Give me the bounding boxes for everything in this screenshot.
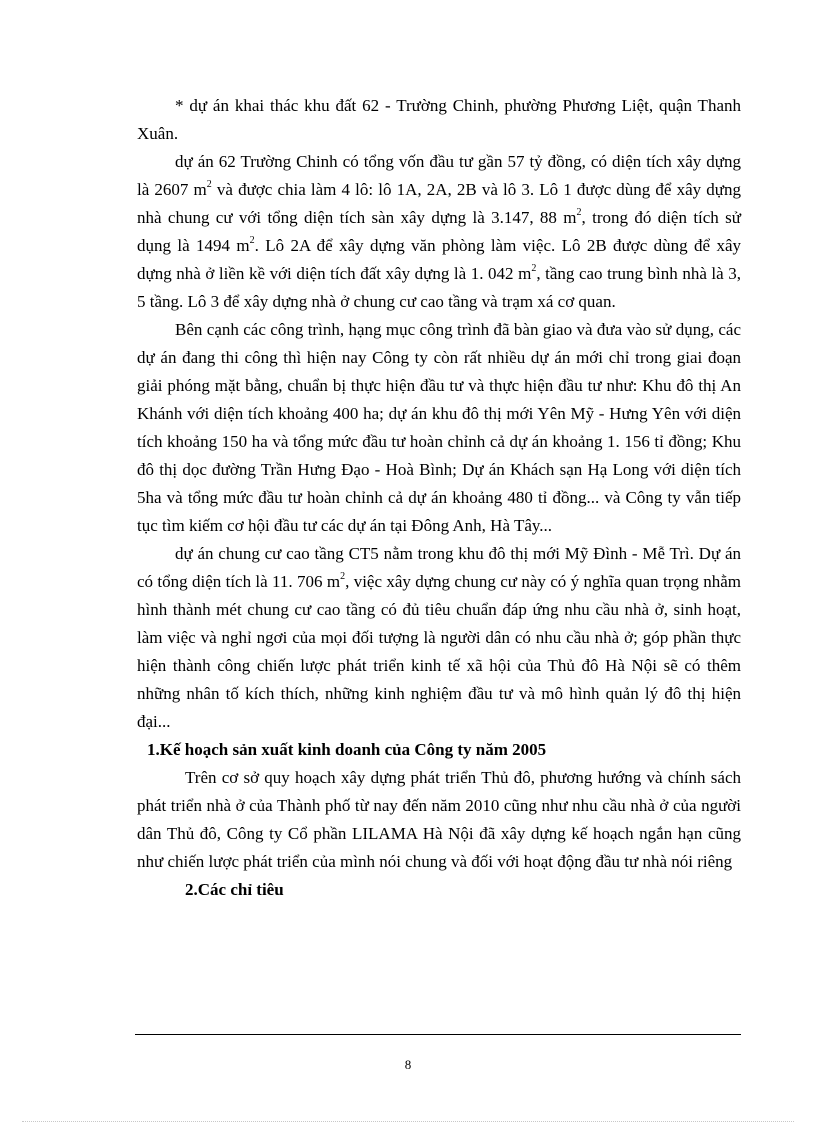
paragraph-text: dự án chung cư cao tầng CT5 nằm trong khu đô thị mới Mỹ Đình - Mễ Trì. Dự án có tổng diện tích là 11. 706 m bbox=[137, 544, 741, 591]
paragraph-text: và được chia làm 4 lô: lô 1A, 2A, 2B và lô 3. Lô 1 được dùng để xây dựng nhà chung cư với tổng diện tích sàn xây dựng là 3.147, 88 m bbox=[137, 180, 741, 227]
page-number: 8 bbox=[404, 1057, 412, 1072]
footer-divider bbox=[135, 1034, 741, 1035]
superscript: 2 bbox=[249, 235, 255, 247]
paragraph-text: . Lô 2A để xây dựng văn phòng làm việc. Lô 2B được dùng để xây dựng nhà ở liền kề với diện tích đất xây dựng là 1. 042 m bbox=[137, 236, 741, 283]
document-body bbox=[137, 92, 741, 904]
paragraph-other-projects bbox=[137, 316, 741, 540]
section-heading-business-plan: 1.Kế hoạch sản xuất kinh doanh của Công ty năm 2005 bbox=[147, 740, 547, 759]
superscript: 2 bbox=[576, 207, 582, 219]
superscript: 2 bbox=[531, 263, 537, 275]
paragraph-text: , tầng cao trung bình nhà là 3, 5 tầng. Lô 3 để xây dựng nhà ở chung cư cao tầng và trạm xá cơ quan. bbox=[137, 264, 742, 311]
paragraph-text: , việc xây dựng chung cư này có ý nghĩa quan trọng nhằm hình thành mét chung cư cao tầng có đủ tiêu chuẩn đáp ứng nhu cầu nhà ở, sinh hoạt, làm việc và nghỉ ngơi của mọi đối tượng là người dân có nhu cầu nhà ở; góp phần thực hiện thành công chiến lược phát triển kinh tế xã hội của Thủ đô Hà Nội sẽ có thêm những nhân tố kích thích, những kinh nghiệm đầu tư và mô hình quản lý đô thị hiện đại... bbox=[137, 572, 742, 731]
superscript: 2 bbox=[340, 571, 346, 583]
paragraph-text: * dự án khai thác khu đất 62 - Trường Chinh, phường Phương Liệt, quận Thanh Xuân. bbox=[137, 96, 741, 143]
paragraph-business-plan: Trên cơ sở quy hoạch xây dựng phát triển Thủ đô, phương hướng và chính sách phát triển nhà ở của Thành phố từ nay đến năm 2010 cũng như nhu cầu nhà ở của người dân Thủ đô, Công ty Cổ phần LILAMA Hà Nội đã xây dựng kế hoạch ngắn hạn cũng như chiến lược phát triển của mình nói chung và đối với hoạt động đầu tư nhà nói riêng bbox=[137, 768, 741, 871]
paragraph-project-ct5 bbox=[137, 540, 741, 736]
paragraph-project-62-truong-chinh-title bbox=[137, 92, 741, 148]
section-heading-indicators: 2.Các chỉ tiêu bbox=[185, 880, 284, 899]
paragraph-text: Bên cạnh các công trình, hạng mục công trình đã bàn giao và đưa vào sử dụng, các dự án đang thi công thì hiện nay Công ty còn rất nhiều dự án mới chỉ trong giai đoạn giải phóng mặt bằng, chuẩn bị thực hiện đầu tư và thực hiện đầu tư như: Khu đô thị An Khánh với diện tích khoảng 400 ha; dự án khu đô thị mới Yên Mỹ - Hưng Yên với diện tích khoảng 150 ha và tổng mức đầu tư hoàn chỉnh cả dự án khoảng 1. 156 tỉ đồng; Khu đô thị dọc đường Trần Hưng Đạo - Hoà Bình; Dự án Khách sạn Hạ Long với diện tích 5ha và tổng mức đầu tư hoàn chỉnh cả dự án khoảng 480 tỉ đồng... và Công ty vẫn tiếp tục tìm kiếm cơ hội đầu tư các dự án tại Đông Anh, Hà Tây... bbox=[137, 320, 741, 535]
paragraph-text: dự án 62 Trường Chinh có tổng vốn đầu tư gần 57 tỷ đồng, có diện tích xây dựng là 2607 m bbox=[137, 152, 741, 199]
paragraph-text: , trong đó diện tích sử dụng là 1494 m bbox=[137, 208, 741, 255]
paragraph-project-62-truong-chinh-details bbox=[137, 148, 741, 316]
page-bottom-dotted-border bbox=[22, 1121, 794, 1122]
superscript: 2 bbox=[206, 179, 212, 191]
